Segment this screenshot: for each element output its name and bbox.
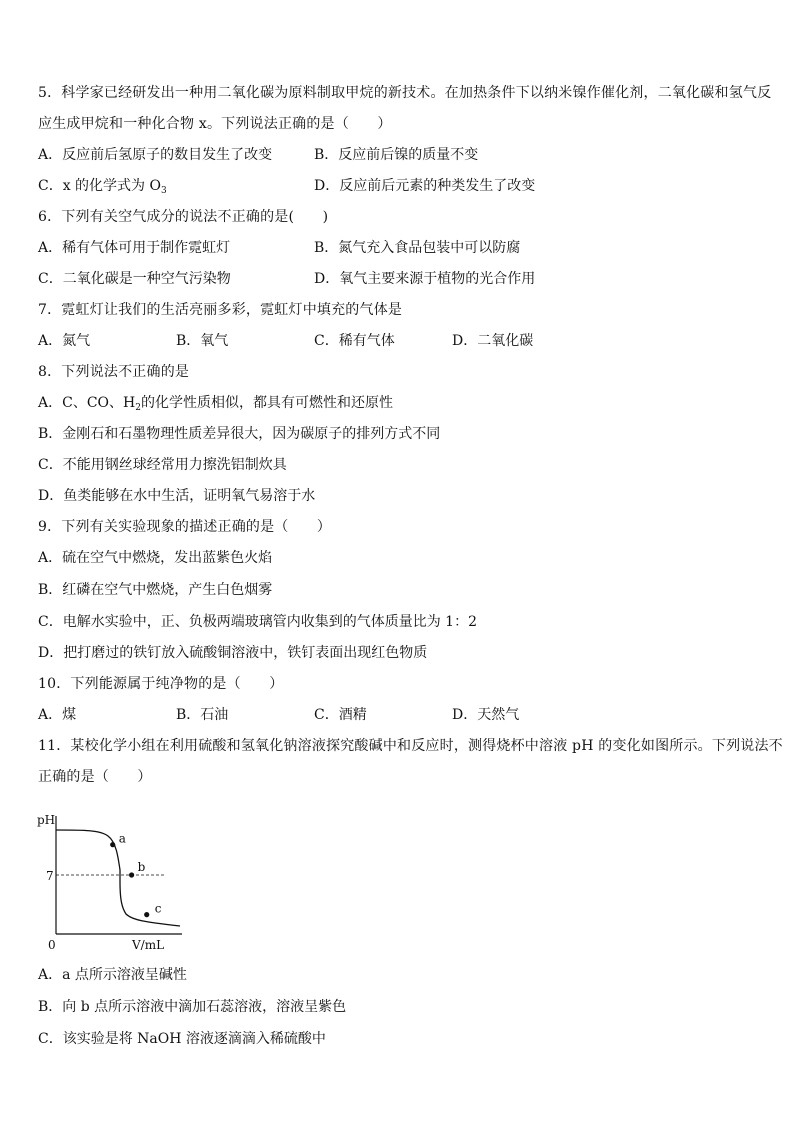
- q10-option-c[interactable]: C．酒精: [314, 707, 367, 723]
- chart-x-axis-label: V/mL: [132, 938, 165, 952]
- chart-point-label-c: c: [154, 901, 162, 916]
- q11-stem-line1: 11．某校化学小组在利用硫酸和氢氧化钠溶液探究酸碱中和反应时，测得烧杯中溶液 pH 的变化如图所示。下列说法不: [38, 738, 783, 754]
- chart-origin-label: 0: [48, 938, 56, 952]
- q7-option-c[interactable]: C．稀有气体: [314, 333, 395, 349]
- q7-option-b[interactable]: B．氧气: [176, 333, 229, 349]
- q8-option-a[interactable]: [38, 393, 393, 413]
- chart-y-axis-label: pH: [37, 813, 56, 827]
- ph-titration-chart: [34, 808, 194, 958]
- q8-option-d[interactable]: D．鱼类能够在水中生活，证明氧气易溶于水: [38, 488, 316, 504]
- q9-option-c[interactable]: C．电解水实验中，正、负极两端玻璃管内收集到的气体质量比为 1：2: [38, 614, 477, 630]
- q6-option-b[interactable]: B．氮气充入食品包装中可以防腐: [314, 240, 521, 256]
- q11-option-c[interactable]: C．该实验是将 NaOH 溶液逐滴滴入稀硫酸中: [38, 1031, 326, 1047]
- q11-option-a[interactable]: A．a 点所示溶液呈碱性: [38, 967, 187, 983]
- q10-option-b[interactable]: B．石油: [176, 707, 229, 723]
- chart-y-tick-7: 7: [46, 869, 54, 883]
- q11-stem-line2: 正确的是（ ）: [38, 769, 152, 785]
- q6-option-c[interactable]: C．二氧化碳是一种空气污染物: [38, 271, 231, 287]
- q11-option-b[interactable]: B．向 b 点所示溶液中滴加石蕊溶液，溶液呈紫色: [38, 999, 347, 1015]
- q9-option-a[interactable]: A．硫在空气中燃烧，发出蓝紫色火焰: [38, 550, 273, 566]
- q8-option-a-text-rest: 的化学性质相似，都具有可燃性和还原性: [140, 395, 393, 411]
- q10-stem: 10．下列能源属于纯净物的是（ ）: [38, 676, 284, 692]
- q5-option-a[interactable]: A．反应前后氢原子的数目发生了改变: [38, 147, 273, 163]
- chart-point-label-b: b: [137, 860, 146, 874]
- q5-option-c-text: C．x 的化学式为 O: [38, 178, 161, 194]
- q5-stem-line1: 5．科学家已经研发出一种用二氧化碳为原料制取甲烷的新技术。在加热条件下以纳米镍作催化剂，二氧化碳和氢气反: [38, 85, 772, 101]
- q10-option-a[interactable]: A．煤: [38, 707, 77, 723]
- chart-point-b: [129, 872, 134, 877]
- q7-stem: 7．霓虹灯让我们的生活亮丽多彩，霓虹灯中填充的气体是: [38, 302, 403, 318]
- q5-option-c-subscript: 3: [161, 186, 167, 196]
- q9-option-d[interactable]: D．把打磨过的铁钉放入硫酸铜溶液中，铁钉表面出现红色物质: [38, 645, 428, 661]
- q9-option-b[interactable]: B．红磷在空气中燃烧，产生白色烟雾: [38, 582, 273, 598]
- q8-option-b[interactable]: B．金刚石和石墨物理性质差异很大，因为碳原子的排列方式不同: [38, 426, 441, 442]
- q5-option-c[interactable]: [38, 176, 167, 196]
- chart-points: [110, 832, 162, 918]
- q6-stem: 6．下列有关空气成分的说法不正确的是( ): [38, 209, 329, 225]
- chart-point-a: [110, 842, 115, 847]
- q6-option-d[interactable]: D．氧气主要来源于植物的光合作用: [314, 271, 536, 287]
- q5-option-d[interactable]: D．反应前后元素的种类发生了改变: [314, 178, 536, 194]
- q10-option-d[interactable]: D．天然气: [452, 707, 520, 723]
- q8-option-c[interactable]: C．不能用钢丝球经常用力擦洗铝制炊具: [38, 457, 287, 473]
- q9-stem: 9．下列有关实验现象的描述正确的是（ ）: [38, 519, 332, 535]
- q8-option-a-text: A．C、CO、H: [38, 395, 136, 411]
- q5-option-b[interactable]: B．反应前后镍的质量不变: [314, 147, 479, 163]
- q8-option-a-subscript: 2: [135, 403, 141, 413]
- chart-point-label-a: a: [118, 831, 126, 846]
- q6-option-a[interactable]: A．稀有气体可用于制作霓虹灯: [38, 240, 231, 256]
- q7-option-a[interactable]: A．氮气: [38, 333, 91, 349]
- q5-stem-line2: 应生成甲烷和一种化合物 x。下列说法正确的是（ ）: [38, 116, 392, 132]
- q8-stem: 8．下列说法不正确的是: [38, 364, 190, 380]
- chart-point-c: [144, 912, 149, 917]
- q7-option-d[interactable]: D．二氧化碳: [452, 333, 534, 349]
